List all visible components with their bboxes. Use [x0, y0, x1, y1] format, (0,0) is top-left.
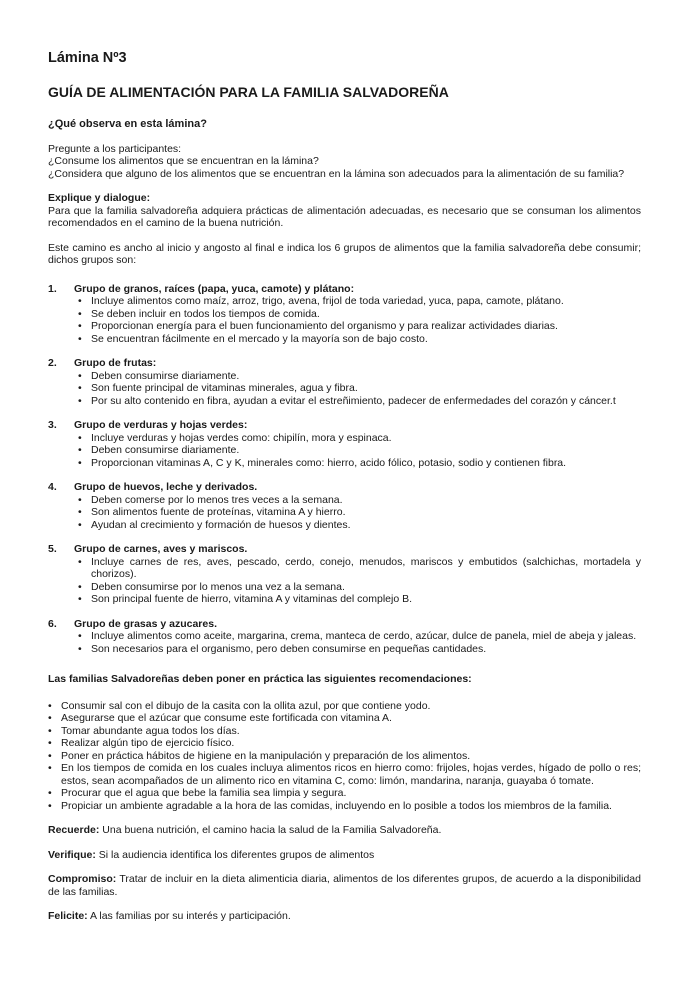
- bullet-icon: •: [48, 787, 52, 799]
- group-bullet-item: [78, 395, 641, 408]
- group-title: Grupo de frutas:: [74, 357, 157, 369]
- bullet-text: Deben consumirse diariamente.: [91, 369, 240, 382]
- recommendation-item: [48, 700, 641, 713]
- verifique-paragraph: [48, 849, 641, 862]
- bullet-icon: •: [78, 506, 82, 518]
- felicite-text: A las familias por su interés y participación.: [87, 910, 291, 922]
- bullet-icon: •: [48, 799, 52, 812]
- bullet-text: Incluye verduras y hojas verdes como: chipilín, mora y espinaca.: [91, 431, 392, 444]
- bullet-text: Incluye alimentos como aceite, margarina, crema, manteca de cerdo, azúcar, dulce de panela, miel de abeja y jaleas.: [91, 630, 637, 642]
- group-title: Grupo de carnes, aves y mariscos.: [74, 543, 248, 555]
- group-bullets: [74, 630, 641, 655]
- group-bullet-item: [78, 593, 641, 606]
- recommendation-text: Propiciar un ambiente agradable a la hora de las comidas, incluyendo en lo posible a todos los miembros de la familia.: [61, 799, 612, 812]
- bullet-text: Por su alto contenido en fibra, ayudan a evitar el estreñimiento, padecer de enfermedades del corazón y cáncer.t: [91, 394, 616, 407]
- verifique-label: Verifique:: [48, 848, 96, 861]
- intro-line: ¿Considera que alguno de los alimentos que se encuentran en la lámina son adecuados para la alimentación de su familia?: [48, 167, 625, 180]
- group-bullet-item: [78, 494, 641, 507]
- bullet-icon: •: [78, 307, 82, 320]
- bullet-icon: •: [48, 712, 52, 724]
- verifique-text: Si la audiencia identifica los diferentes grupos de alimentos: [95, 848, 375, 861]
- felicite-paragraph: [48, 910, 641, 923]
- group-title: Grupo de huevos, leche y derivados.: [74, 481, 258, 493]
- compromiso-paragraph: [48, 873, 641, 898]
- compromiso-label: Compromiso:: [48, 873, 117, 885]
- intro-line: ¿Consume los alimentos que se encuentran en la lámina?: [48, 155, 319, 167]
- bullet-icon: •: [78, 630, 82, 642]
- recommendation-item: [48, 737, 641, 750]
- bullet-text: Incluye carnes de res, aves, pescado, cerdo, conejo, menudos, mariscos y embutidos (salchichas, mortadela y chorizos).: [91, 555, 641, 580]
- bullet-text: Se encuentran fácilmente en el mercado y la mayoría son de bajo costo.: [91, 332, 428, 345]
- recommendation-text: Consumir sal con el dibujo de la casita con la ollita azul, por que contiene yodo.: [61, 699, 431, 712]
- group-number: 6.: [48, 617, 57, 630]
- group-bullet-item: [78, 630, 641, 643]
- bullet-icon: •: [48, 749, 52, 762]
- bullet-text: Proporcionan vitaminas A, C y K, minerales como: hierro, acido fólico, potasio, sodio y contienen fibra.: [91, 456, 567, 469]
- intro-block: [48, 143, 641, 181]
- group-bullet-item: [78, 320, 641, 333]
- closing-section: [48, 824, 641, 923]
- bullet-icon: •: [48, 699, 52, 712]
- lamina-label: Lámina Nº3: [48, 50, 127, 66]
- camino-text: Este camino es ancho al inicio y angosto al final e indica los 6 grupos de alimentos que la familia salvadoreña debe consumir; dichos grupos son:: [48, 241, 641, 266]
- recommendation-item: [48, 712, 641, 725]
- food-group-item: [48, 481, 641, 531]
- bullet-text: Deben consumirse diariamente.: [91, 444, 240, 456]
- bullet-icon: •: [78, 555, 82, 568]
- group-bullets: [74, 370, 641, 408]
- bullet-icon: •: [78, 431, 82, 444]
- bullet-icon: •: [78, 320, 82, 332]
- bullet-icon: •: [78, 642, 82, 655]
- group-number: 1.: [48, 282, 57, 295]
- bullet-text: Son alimentos fuente de proteínas, vitamina A y hierro.: [91, 506, 346, 518]
- bullet-text: Deben comerse por lo menos tres veces a la semana.: [91, 493, 343, 506]
- food-group-item: [48, 357, 641, 407]
- bullet-icon: •: [48, 762, 52, 774]
- group-bullets: [74, 556, 641, 606]
- bullet-text: Son fuente principal de vitaminas minerales, agua y fibra.: [91, 382, 358, 394]
- recuerde-text: Una buena nutrición, el camino hacia la salud de la Familia Salvadoreña.: [99, 824, 442, 836]
- group-bullet-item: [78, 333, 641, 346]
- group-bullet-item: [78, 382, 641, 395]
- bullet-icon: •: [78, 518, 82, 531]
- bullet-text: Son principal fuente de hierro, vitamina A y vitaminas del complejo B.: [91, 593, 413, 605]
- bullet-icon: •: [78, 456, 82, 469]
- bullet-icon: •: [78, 382, 82, 394]
- bullet-icon: •: [78, 332, 82, 345]
- recommendation-item: [48, 750, 641, 763]
- group-title: Grupo de granos, raíces (papa, yuca, camote) y plátano:: [74, 282, 355, 295]
- recommendation-text: En los tiempos de comida en los cuales incluya alimentos ricos en hierro como: frijoles, hojas verdes, hígado de pollo o res; estos, sean acompañados de un alimento rico en vitamina C, como: limón, mandarina, naranja, guayaba ó tomate.: [61, 762, 641, 787]
- recommendation-text: Asegurarse que el azúcar que consume este fortificada con vitamina A.: [61, 712, 392, 724]
- bullet-text: Se deben incluir en todos los tiempos de comida.: [91, 307, 320, 320]
- food-group-item: [48, 283, 641, 346]
- document-page: [48, 50, 641, 935]
- recommendation-item: [48, 762, 641, 787]
- bullet-text: Deben consumirse por lo menos una vez a la semana.: [91, 580, 345, 593]
- group-bullets: [74, 432, 641, 470]
- group-title: Grupo de grasas y azucares.: [74, 617, 217, 630]
- recommendations-list: [48, 700, 641, 813]
- group-bullets: [74, 295, 641, 345]
- group-bullet-item: [78, 444, 641, 457]
- bullet-icon: •: [78, 493, 82, 506]
- group-bullets: [74, 494, 641, 532]
- bullet-icon: •: [78, 593, 82, 605]
- recuerde-label: Recuerde:: [48, 824, 100, 836]
- recommendation-text: Realizar algún tipo de ejercicio físico.: [61, 737, 235, 749]
- recommendation-text: Poner en práctica hábitos de higiene en la manipulación y preparación de los alimentos.: [61, 749, 471, 762]
- group-bullet-item: [78, 432, 641, 445]
- group-number: 4.: [48, 481, 57, 493]
- recuerde-paragraph: [48, 824, 641, 837]
- group-number: 2.: [48, 357, 57, 369]
- group-number: 5.: [48, 543, 57, 555]
- bullet-icon: •: [48, 737, 52, 749]
- bullet-icon: •: [78, 369, 82, 382]
- food-group-item: [48, 618, 641, 656]
- question-heading: ¿Qué observa en esta lámina?: [48, 118, 207, 130]
- explique-text: Para que la familia salvadoreña adquiera prácticas de alimentación adecuadas, es necesario que se consuman los alimentos recomendados en el camino de la buena nutrición.: [48, 204, 641, 229]
- group-bullet-item: [78, 581, 641, 594]
- group-bullet-item: [78, 556, 641, 581]
- recommendations-title: Las familias Salvadoreñas deben poner en práctica las siguientes recomendaciones:: [48, 673, 472, 685]
- recommendation-text: Procurar que el agua que bebe la familia sea limpia y segura.: [61, 787, 347, 799]
- group-bullet-item: [78, 308, 641, 321]
- group-number: 3.: [48, 419, 57, 431]
- bullet-text: Son necesarios para el organismo, pero deben consumirse en pequeñas cantidades.: [91, 642, 487, 655]
- bullet-icon: •: [78, 295, 82, 307]
- group-title: Grupo de verduras y hojas verdes:: [74, 419, 248, 431]
- group-bullet-item: [78, 643, 641, 656]
- bullet-text: Incluye alimentos como maíz, arroz, trigo, avena, frijol de toda variedad, yuca, papa, camote, plátano.: [91, 295, 564, 307]
- group-bullet-item: [78, 370, 641, 383]
- recommendation-text: Tomar abundante agua todos los días.: [61, 724, 240, 737]
- group-bullet-item: [78, 519, 641, 532]
- intro-line: Pregunte a los participantes:: [48, 142, 182, 155]
- group-bullet-item: [78, 295, 641, 308]
- group-bullet-item: [78, 506, 641, 519]
- recommendation-item: [48, 800, 641, 813]
- explique-block: [48, 192, 641, 230]
- food-groups-list: [48, 283, 641, 656]
- bullet-icon: •: [78, 444, 82, 456]
- recommendation-item: [48, 725, 641, 738]
- compromiso-text: Tratar de incluir en la dieta alimenticia diaria, alimentos de los diferentes grupos, de acuerdo a la disponibilidad de las familias.: [48, 873, 641, 898]
- food-group-item: [48, 543, 641, 606]
- bullet-icon: •: [78, 394, 82, 407]
- bullet-icon: •: [78, 580, 82, 593]
- food-group-item: [48, 419, 641, 469]
- felicite-label: Felicite:: [48, 910, 88, 922]
- bullet-text: Proporcionan energía para el buen funcionamiento del organismo y para realizar actividades diarias.: [91, 320, 558, 332]
- bullet-icon: •: [48, 724, 52, 737]
- camino-block: [48, 242, 641, 267]
- recommendation-item: [48, 787, 641, 800]
- explique-label: Explique y dialogue:: [48, 192, 151, 204]
- group-bullet-item: [78, 457, 641, 470]
- page-title: GUÍA DE ALIMENTACIÓN PARA LA FAMILIA SALVADOREÑA: [48, 84, 449, 100]
- bullet-text: Ayudan al crecimiento y formación de huesos y dientes.: [91, 518, 351, 531]
